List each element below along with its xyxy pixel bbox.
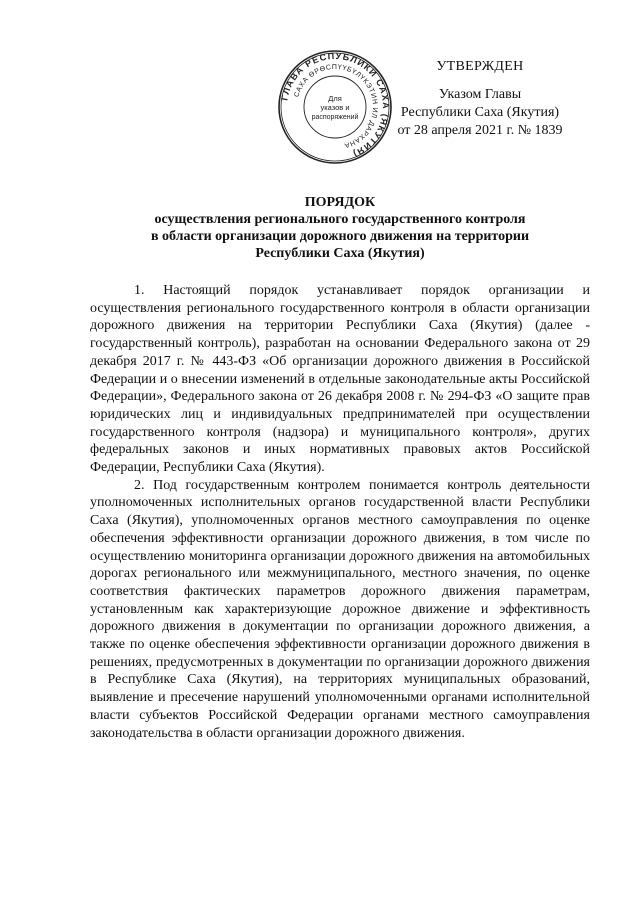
approval-line-3: от 28 апреля 2021 г. № 1839 <box>397 123 563 138</box>
stamp-ring-inner-text: САХА ӨРӨСПҮҮБҮЛҮКЭТИН ИЛ ДАРХАНА <box>293 63 379 149</box>
approval-line-2: Республики Саха (Якутия) <box>400 105 560 120</box>
stamp-center-line-1: Для <box>328 94 342 103</box>
official-stamp <box>276 48 394 166</box>
approval-block <box>380 58 580 140</box>
title-line-1: ПОРЯДОК <box>304 195 376 210</box>
document-body <box>90 282 590 742</box>
stamp-center-line-2: указов и <box>320 103 350 112</box>
approval-line-1: Указом Главы <box>438 87 522 102</box>
approval-heading: УТВЕРЖДЕН <box>436 59 524 74</box>
paragraph-2: 2. Под государственным контролем понимается контроль деятельности уполномоченных исполнительных органов государственной власти Республики Саха (Якутия), уполномоченных органов местного самоуправления по оценке обеспечения эффективности организации дорожного движения, в том числе по осуществлению мониторинга организации дорожного движения на автомобильных дорогах регионального или межмуниципального, местного значения, по оценке соответствия фактических параметров дорожного движения параметрам, установленным как характеризующие дорожное движение и эффективность дорожного движения в документации по организации дорожного движения, а также по оценке обеспечения эффективности организации дорожного движения в решениях, предусмотренных в документации по организации дорожного движения в Республике Саха (Якутия), на территориях муниципальных образований, выявление и пресечение нарушений уполномоченными органами исполнительной власти субъектов Российской Федерации органами местного самоуправления законодательства в области организации дорожного движения. <box>90 477 590 741</box>
paragraph-1: 1. Настоящий порядок устанавливает порядок организации и осуществления регионального государственного контроля в области организации дорожного движения на территории Республики Саха (Якутия) (далее - государственный контроль), разработан на основании Федерального закона от 29 декабря 2017 г. № 443-ФЗ «Об организации дорожного движения в Российской Федерации и о внесении изменений в отдельные законодательные акты Российской Федерации», Федерального закона от 26 декабря 2008 г. № 294-ФЗ «О защите прав юридических лиц и индивидуальных предпринимателей при осуществлении государственного контроля (надзора) и муниципального контроля», других федеральных законов и иных нормативных правовых актов Российской Федерации, Республики Саха (Якутия). <box>90 283 590 476</box>
title-line-2: осуществления регионального государственного контроля <box>154 212 526 227</box>
title-line-4: Республики Саха (Якутия) <box>255 246 425 261</box>
title-line-3: в области организации дорожного движения на территории <box>150 229 530 244</box>
stamp-ring-outer-text: ГЛАВА РЕСПУБЛИКИ САХА (ЯКУТИЯ) <box>279 50 392 160</box>
document-title <box>90 194 590 262</box>
stamp-center-line-3: распоряжений <box>311 114 359 121</box>
